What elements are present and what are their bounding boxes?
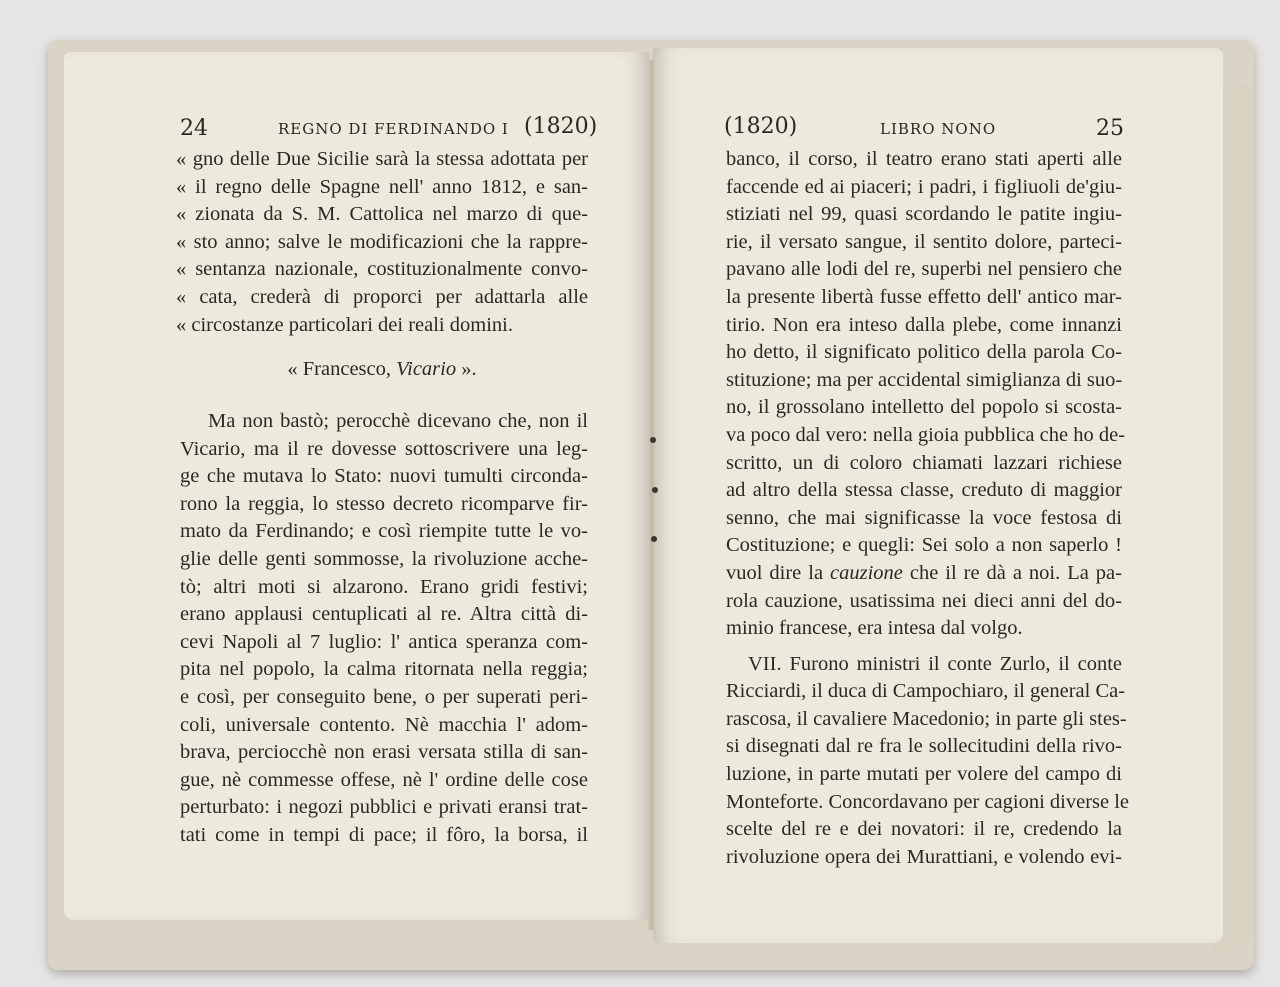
right-year: (1820) (724, 114, 798, 139)
left-running-head: REGNO DI FERDINANDO I (278, 120, 509, 138)
text-line: e così, per conseguito bene, o per superati peri- (180, 685, 588, 708)
left-page-header (180, 114, 598, 150)
left-quote-block (176, 146, 588, 339)
signature-line (176, 356, 588, 384)
book-gutter (648, 60, 656, 930)
cauzione-italic: cauzione (830, 561, 903, 584)
text-line: Monteforte. Concordavano per cagioni diverse le (726, 790, 1130, 813)
text-line: pavano alle lodi del re, superbi nel pensiero che (726, 258, 1122, 281)
text-line: « zionata da S. M. Cattolica nel marzo di que- (176, 203, 588, 226)
signature-suffix: ». (456, 358, 477, 380)
text-line: scritto, un di coloro chiamati lazzari richiese (726, 451, 1122, 474)
text-line: « cata, crederà di proporci per adattarla alle (176, 285, 588, 308)
right-page-header (724, 116, 1124, 150)
text-line: rono la reggia, lo stesso decreto ricomparve fir- (180, 492, 588, 515)
text-line: Costituzione; e quegli: Sei solo a non saperlo ! (726, 534, 1122, 557)
text-line: stiziati nel 99, quasi scordando le patite ingiu- (726, 203, 1122, 226)
text-line: brava, perciocchè non erasi versata stilla di san- (180, 741, 588, 764)
text-line: si disegnati dal re fra le sollecitudini della rivo- (726, 735, 1122, 758)
text-line: stituzione; ma per accidental simiglianza di suo- (726, 368, 1123, 391)
signature-italic: Vicario (396, 358, 457, 380)
text-line: erano applausi centuplicati al re. Altra città di- (180, 603, 588, 626)
text-line: ge che mutava lo Stato: nuovi tumulti circonda- (180, 465, 588, 488)
text-line: « gno delle Due Sicilie sarà la stessa adottata per (176, 148, 588, 170)
text-line: rie, il versato sangue, il sentito dolore, parteci- (726, 230, 1122, 253)
right-paragraph-b (726, 588, 1122, 643)
right-paragraph-a (726, 146, 1126, 560)
binding-hole (651, 536, 657, 542)
text-line: banco, il corso, il teatro erano stati aperti alle (726, 148, 1122, 170)
text-line: mato da Ferdinando; e così riempite tutte le vo- (180, 520, 588, 543)
left-body-text (180, 408, 588, 850)
text-line: Ricciardi, il duca di Campochiaro, il general Ca- (726, 680, 1126, 703)
text-line: tirio. Non era inteso dalla plebe, come innanzi (726, 313, 1122, 336)
right-page-number: 25 (1096, 116, 1124, 141)
text-line: rascosa, il cavaliere Macedonio; in parte gli stes- (726, 707, 1127, 730)
signature-prefix: « Francesco, (287, 358, 397, 380)
text-line: Ma non bastò; perocchè dicevano che, non il (208, 410, 588, 432)
left-year: (1820) (524, 114, 598, 139)
right-paragraph-c (726, 651, 1130, 872)
text-line: tati come in tempi di pace; il fôro, la borsa, il (180, 823, 588, 846)
text-line: senno, che mai significasse la voce festosa di (726, 506, 1122, 529)
text-line: la presente libertà fusse effetto dell' antico mar- (726, 285, 1122, 308)
text-line: cevi Napoli al 7 luglio: l' antica speranza com- (180, 630, 588, 653)
text-line: Vicario, ma il re dovesse sottoscrivere una leg- (180, 437, 588, 460)
text-line: scelte del re e dei novatori: il re, credendo la (726, 818, 1122, 841)
text-line: « sentanza nazionale, costituzionalmente convo- (176, 258, 588, 281)
text-line (726, 560, 1122, 588)
text-line: glie delle genti sommosse, la rivoluzione acche- (180, 547, 588, 570)
right-body-text (726, 146, 1130, 871)
text-line: VII. Furono ministri il conte Zurlo, il conte (748, 652, 1122, 675)
text-line: coli, universale contento. Nè macchia l' adom- (180, 713, 588, 736)
text-line: faccende ed ai piaceri; i padri, i figliuoli de'giu- (726, 175, 1122, 198)
text-line: « circostanze particolari dei reali domini. (176, 313, 513, 336)
text-line: no, il grossolano intelletto del popolo si scosta- (726, 396, 1122, 419)
text-line: « sto anno; salve le modificazioni che la rappre- (176, 230, 588, 253)
text-line: « il regno delle Spagne nell' anno 1812, e san- (176, 175, 588, 198)
text-line: rola cauzione, usatissima nei dieci anni del do- (726, 589, 1122, 612)
cauzione-post: che il re dà a noi. La pa- (902, 561, 1122, 584)
text-line: va poco dal vero: nella gioia pubblica che ho de- (726, 423, 1126, 446)
text-line: minio francese, era intesa dal volgo. (726, 617, 1023, 640)
text-line: pita nel popolo, la calma ritornata nella reggia; (180, 658, 588, 681)
left-page-number: 24 (180, 116, 208, 141)
cauzione-pre: vuol dire la (726, 561, 831, 584)
text-line: ad altro della stessa classe, creduto di maggior (726, 479, 1122, 502)
text-line: gue, nè commesse offese, nè l' ordine delle cose (180, 768, 588, 791)
text-line: rivoluzione opera dei Murattiani, e volendo evi- (726, 845, 1122, 868)
binding-hole (652, 487, 658, 493)
text-line: perturbato: i negozi pubblici e privati eransi trat- (180, 796, 588, 819)
text-line: tò; altri moti si alzarono. Erano gridi festivi; (180, 575, 588, 598)
right-running-head: LIBRO NONO (880, 120, 997, 138)
binding-hole (650, 437, 656, 443)
text-line: luzione, in parte mutati per volere del campo di (726, 763, 1122, 786)
text-line: ho detto, il significato politico della parola Co- (726, 341, 1122, 364)
